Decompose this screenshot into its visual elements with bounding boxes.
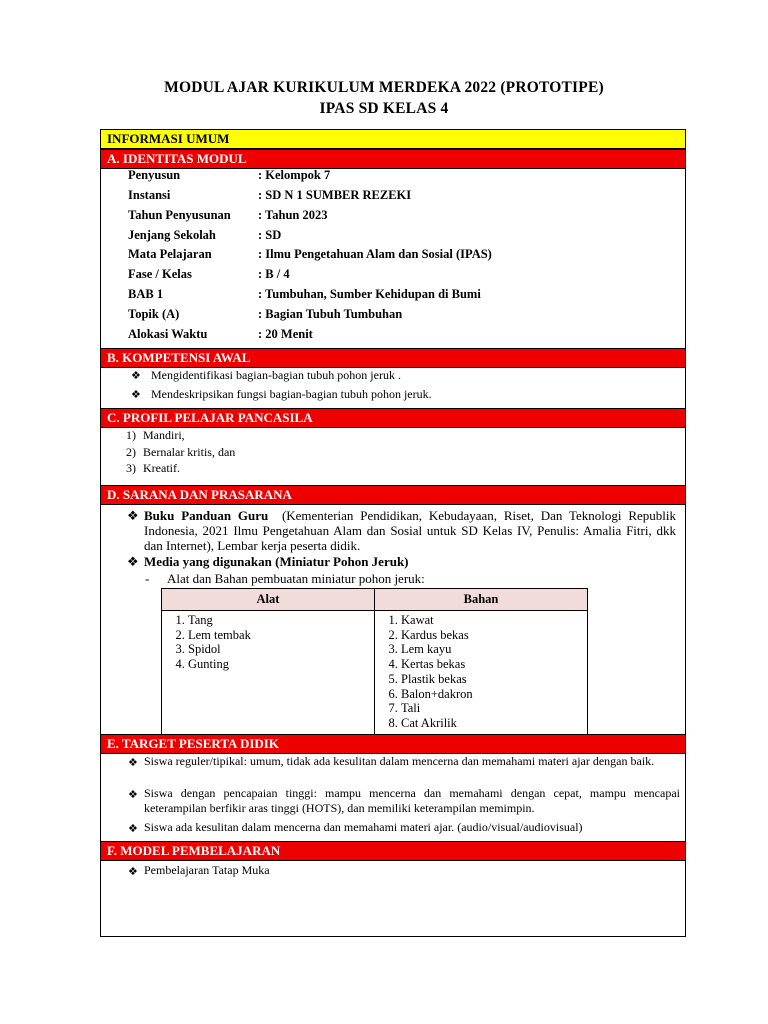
bullet-icon: ❖ bbox=[127, 509, 139, 524]
identitas-value: : Tahun 2023 bbox=[258, 208, 328, 222]
alat-header: Alat bbox=[162, 589, 375, 611]
kompetensi-item: Mendeskripsikan fungsi bagian-bagian tubuh pohon jeruk. bbox=[151, 387, 432, 401]
identitas-label: BAB 1 bbox=[128, 287, 164, 301]
profil-item: Bernalar kritis, dan bbox=[143, 445, 236, 459]
alat-item: 3. Spidol bbox=[188, 642, 374, 657]
bullet-icon: ❖ bbox=[128, 865, 138, 878]
dash-marker: - bbox=[145, 571, 150, 586]
profil-item: Mandiri, bbox=[143, 428, 185, 442]
identitas-value: : B / 4 bbox=[258, 267, 290, 281]
bahan-item: 8. Cat Akrilik bbox=[401, 716, 587, 731]
document-subtitle: IPAS SD KELAS 4 bbox=[319, 100, 449, 117]
bahan-header: Bahan bbox=[375, 589, 588, 611]
identitas-label: Fase / Kelas bbox=[128, 267, 192, 281]
identitas-value: : 20 Menit bbox=[258, 327, 313, 341]
bullet-icon: ❖ bbox=[128, 822, 138, 835]
bahan-item: 2. Kardus bekas bbox=[401, 628, 587, 643]
target-item: Siswa ada kesulitan dalam mencerna dan memahami materi ajar. (audio/visual/audiovisual) bbox=[144, 820, 583, 834]
bullet-icon: ❖ bbox=[127, 555, 139, 570]
buku-panduan-paragraph bbox=[144, 508, 676, 553]
section-f-header: F. MODEL PEMBELAJARAN bbox=[100, 841, 686, 861]
document-title: MODUL AJAR KURIKULUM MERDEKA 2022 (PROTOTIPE) bbox=[164, 79, 604, 96]
bahan-item: 1. Kawat bbox=[401, 613, 587, 628]
bullet-icon: ❖ bbox=[128, 788, 138, 801]
bahan-item: 6. Balon+dakron bbox=[401, 687, 587, 702]
alat-list bbox=[168, 613, 374, 672]
profil-number: 3) bbox=[126, 461, 136, 475]
section-a-header: A. IDENTITAS MODUL bbox=[100, 149, 686, 169]
alat-item: 1. Tang bbox=[188, 613, 374, 628]
alat-bahan-table bbox=[161, 588, 588, 735]
section-d-header: D. SARANA DAN PRASARANA bbox=[100, 485, 686, 505]
identitas-value: : Ilmu Pengetahuan Alam dan Sosial (IPAS) bbox=[258, 247, 492, 261]
alat-item: 2. Lem tembak bbox=[188, 628, 374, 643]
alat-bahan-intro: Alat dan Bahan pembuatan miniatur pohon jeruk: bbox=[167, 571, 425, 586]
identitas-label: Penyusun bbox=[128, 168, 181, 182]
bahan-item: 7. Tali bbox=[401, 701, 587, 716]
alat-item: 4. Gunting bbox=[188, 657, 374, 672]
identitas-label: Alokasi Waktu bbox=[128, 327, 208, 341]
buku-panduan-text: (Kementerian Pendidikan, Kebudayaan, Riset, Dan Teknologi Republik Indonesia, 2021 Ilmu Pengetahuan Alam dan Sosial untuk SD Kelas IV, Penulis: Amalia Fitri, dkk dan Internet), Lembar kerja peserta didik. bbox=[144, 508, 676, 553]
profil-item: Kreatif. bbox=[143, 461, 180, 475]
profil-number: 2) bbox=[126, 445, 136, 459]
identitas-label: Mata Pelajaran bbox=[128, 247, 212, 261]
identitas-label: Jenjang Sekolah bbox=[128, 228, 216, 242]
model-item: Pembelajaran Tatap Muka bbox=[144, 863, 270, 877]
section-e-header: E. TARGET PESERTA DIDIK bbox=[100, 734, 686, 754]
bullet-icon: ❖ bbox=[131, 369, 141, 382]
buku-panduan-label: Buku Panduan Guru bbox=[144, 508, 269, 523]
bahan-item: 4. Kertas bekas bbox=[401, 657, 587, 672]
bahan-item: 3. Lem kayu bbox=[401, 642, 587, 657]
section-c-header: C. PROFIL PELAJAR PANCASILA bbox=[100, 408, 686, 428]
bahan-item: 5. Plastik bekas bbox=[401, 672, 587, 687]
profil-number: 1) bbox=[126, 428, 136, 442]
identitas-label: Topik (A) bbox=[128, 307, 180, 321]
identitas-value: : Kelompok 7 bbox=[258, 168, 331, 182]
identitas-value: : SD N 1 SUMBER REZEKI bbox=[258, 188, 412, 202]
bullet-icon: ❖ bbox=[128, 756, 138, 769]
bullet-icon: ❖ bbox=[131, 388, 141, 401]
identitas-value: : Bagian Tubuh Tumbuhan bbox=[258, 307, 403, 321]
bahan-cell bbox=[375, 611, 588, 735]
identitas-value: : SD bbox=[258, 228, 282, 242]
identitas-label: Instansi bbox=[128, 188, 171, 202]
identitas-value: : Tumbuhan, Sumber Kehidupan di Bumi bbox=[258, 287, 481, 301]
section-b-header: B. KOMPETENSI AWAL bbox=[100, 348, 686, 368]
target-item: Siswa reguler/tipikal: umum, tidak ada kesulitan dalam mencerna dan memahami materi ajar dengan baik. bbox=[144, 754, 655, 768]
informasi-umum-header: INFORMASI UMUM bbox=[100, 129, 686, 149]
alat-cell bbox=[162, 611, 375, 735]
identitas-label: Tahun Penyusunan bbox=[128, 208, 231, 222]
kompetensi-item: Mengidentifikasi bagian-bagian tubuh pohon jeruk . bbox=[151, 368, 401, 382]
bahan-list bbox=[381, 613, 587, 731]
target-item: Siswa dengan pencapaian tinggi: mampu mencerna dan memahami dengan cepat, mampu mencapai keterampilan berfikir aras tinggi (HOTS), dan memiliki keterampilan memimpin. bbox=[144, 786, 680, 815]
media-label: Media yang digunakan (Miniatur Pohon Jeruk) bbox=[144, 554, 409, 569]
